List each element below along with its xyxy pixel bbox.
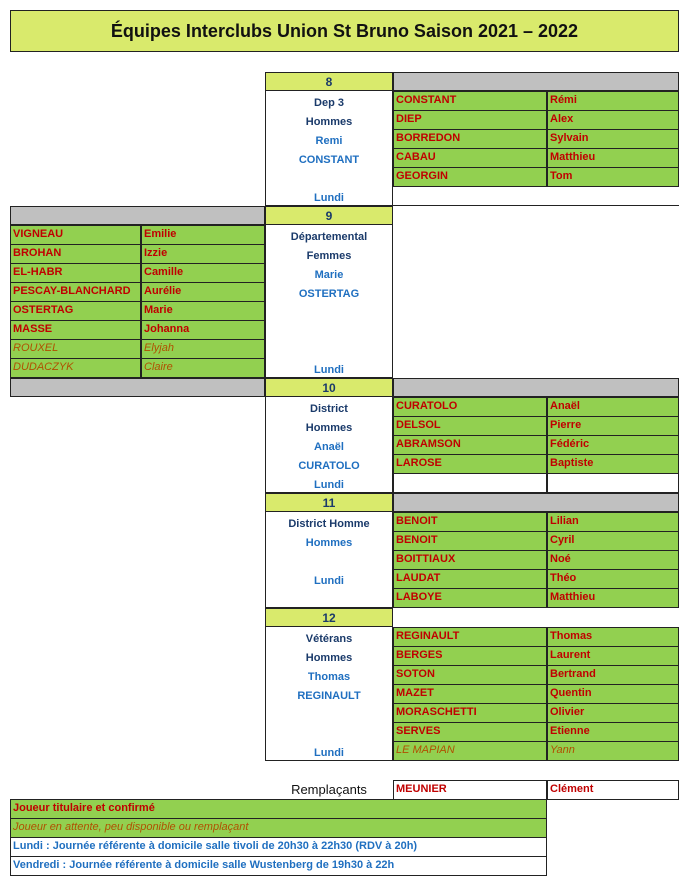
team-9-gender: Femmes (306, 250, 352, 262)
list-item: Bertrand (547, 665, 679, 685)
legend-monday: Lundi : Journée référente à domicile salle tivoli de 20h30 à 22h30 (RDV à 20h) (10, 837, 547, 857)
list-item: Quentin (547, 684, 679, 704)
list-item: Etienne (547, 722, 679, 742)
team-12-captain-first: Thomas (307, 671, 351, 683)
list-item: MASSE (10, 320, 141, 340)
team-11-number: 11 (265, 493, 393, 512)
list-item: MEUNIER (393, 780, 547, 800)
team-9-info (265, 225, 393, 378)
list-item: VIGNEAU (10, 225, 141, 245)
team-12-number: 12 (265, 608, 393, 627)
list-item: Izzie (141, 244, 265, 264)
team-9-day: Lundi (314, 364, 344, 376)
team-12-division: Vétérans (305, 633, 353, 645)
list-item: Tom (547, 167, 679, 187)
list-item: Yann (547, 741, 679, 761)
team-9-captain-last: OSTERTAG (298, 288, 360, 300)
list-item: PESCAY-BLANCHARD (10, 282, 141, 302)
legend-waiting: Joueur en attente, peu disponible ou remplaçant (10, 818, 547, 838)
list-item: Sylvain (547, 129, 679, 149)
list-item: MAZET (393, 684, 547, 704)
legend-friday: Vendredi : Journée référente à domicile salle Wustenberg de 19h30 à 22h (10, 856, 547, 876)
team-8-info (265, 91, 393, 206)
list-item: Matthieu (547, 588, 679, 608)
list-item: SOTON (393, 665, 547, 685)
list-item: SERVES (393, 722, 547, 742)
team-10-captain-last: CURATOLO (298, 460, 360, 472)
list-item: CURATOLO (393, 397, 547, 417)
team-10-day: Lundi (314, 479, 344, 491)
team-10-info (265, 397, 393, 493)
list-item: Lilian (547, 512, 679, 532)
list-item: Camille (141, 263, 265, 283)
list-item: BENOIT (393, 531, 547, 551)
team-10-number: 10 (265, 378, 393, 397)
list-item: Rémi (547, 91, 679, 111)
team-11-header-bar (393, 493, 679, 512)
team-8-bottom-line (393, 205, 679, 206)
team-10-header-bar (393, 378, 679, 397)
team-9-header-bar (10, 206, 265, 225)
list-item: LABOYE (393, 588, 547, 608)
team-12-captain-last: REGINAULT (297, 690, 361, 702)
legend-confirmed: Joueur titulaire et confirmé (10, 799, 547, 819)
empty-cell (393, 473, 547, 493)
list-item: Théo (547, 569, 679, 589)
team-9-division: Départemental (290, 231, 368, 243)
list-item: BORREDON (393, 129, 547, 149)
list-item: Anaël (547, 397, 679, 417)
list-item: Baptiste (547, 454, 679, 474)
team-8-day: Lundi (314, 192, 344, 204)
team-10-division: District (310, 403, 348, 415)
list-item: GEORGIN (393, 167, 547, 187)
list-item: Emilie (141, 225, 265, 245)
team-8-captain-first: Remi (315, 135, 343, 147)
list-item: Laurent (547, 646, 679, 666)
list-item: CONSTANT (393, 91, 547, 111)
list-item: Elyjah (141, 339, 265, 359)
list-item: DUDACZYK (10, 358, 141, 378)
list-item: Marie (141, 301, 265, 321)
list-item: Matthieu (547, 148, 679, 168)
team-12-info (265, 627, 393, 761)
list-item: LAUDAT (393, 569, 547, 589)
list-item: LE MAPIAN (393, 741, 547, 761)
list-item: LAROSE (393, 454, 547, 474)
team-10-captain-first: Anaël (314, 441, 344, 453)
team-11-gender: Hommes (305, 537, 353, 549)
empty-cell (547, 473, 679, 493)
page-title: Équipes Interclubs Union St Bruno Saison 2021 – 2022 (10, 10, 679, 52)
list-item: REGINAULT (393, 627, 547, 647)
list-item: BROHAN (10, 244, 141, 264)
list-item: ROUXEL (10, 339, 141, 359)
list-item: BENOIT (393, 512, 547, 532)
list-item: MORASCHETTI (393, 703, 547, 723)
team-11-day: Lundi (314, 575, 344, 587)
team-11-division: District Homme (288, 518, 370, 530)
list-item: DELSOL (393, 416, 547, 436)
list-item: Aurélie (141, 282, 265, 302)
list-item: Pierre (547, 416, 679, 436)
list-item: Claire (141, 358, 265, 378)
team-8-header-bar (393, 72, 679, 91)
list-item: Alex (547, 110, 679, 130)
team-12-gender: Hommes (305, 652, 353, 664)
team-9-number: 9 (265, 206, 393, 225)
team-8-number: 8 (265, 72, 393, 91)
list-item: Noé (547, 550, 679, 570)
list-item: Johanna (141, 320, 265, 340)
list-item: OSTERTAG (10, 301, 141, 321)
list-item: EL-HABR (10, 263, 141, 283)
team-12-day: Lundi (314, 747, 344, 759)
team-8-division: Dep 3 (314, 97, 344, 109)
list-item: ABRAMSON (393, 435, 547, 455)
team-8-gender: Hommes (305, 116, 353, 128)
team-8-captain-last: CONSTANT (298, 154, 360, 166)
list-item: CABAU (393, 148, 547, 168)
list-item: Fédéric (547, 435, 679, 455)
list-item: BERGES (393, 646, 547, 666)
list-item: Clément (547, 780, 679, 800)
team-11-info (265, 512, 393, 608)
substitutes-label: Remplaçants (291, 782, 367, 797)
list-item: BOITTIAUX (393, 550, 547, 570)
team-10-gender: Hommes (305, 422, 353, 434)
team-10-left-bar (10, 378, 265, 397)
list-item: DIEP (393, 110, 547, 130)
list-item: Cyril (547, 531, 679, 551)
list-item: Thomas (547, 627, 679, 647)
team-9-captain-first: Marie (314, 269, 344, 281)
list-item: Olivier (547, 703, 679, 723)
